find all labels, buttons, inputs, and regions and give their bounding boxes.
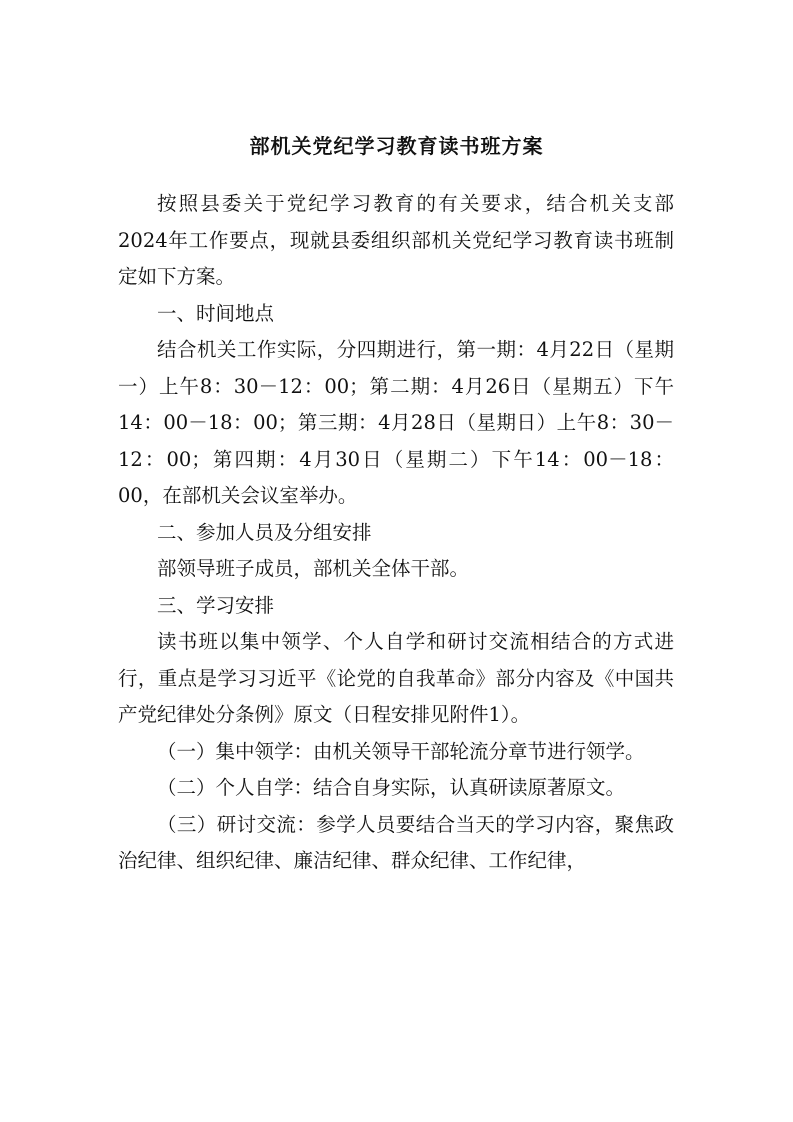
document-body [118,186,674,880]
section-heading-study-plan: 三、学习安排 [157,593,275,617]
study-plan-paragraph: 读书班以集中领学、个人自学和研讨交流相结合的方式进行，重点是学习习近平《论党的自我革命》部分内容及《中国共产党纪律处分条例》原文（日程安排见附件1）。 [118,630,674,726]
intro-paragraph: 按照县委关于党纪学习教育的有关要求，结合机关支部2024年工作要点，现就县委组织部机关党纪学习教育读书班制定如下方案。 [118,192,674,288]
study-item-discussion: （三）研讨交流：参学人员要结合当天的学习内容，聚焦政治纪律、组织纪律、廉洁纪律、群众纪律、工作纪律， [118,812,674,872]
time-place-paragraph: 结合机关工作实际，分四期进行，第一期：4月22日（星期一）上午8：30－12：00；第二期：4月26日（星期五）下午14：00－18：00；第三期：4月28日（星期日）上午8：30－12：00；第四期：4月30日（星期二）下午14：00－18：00，在部机关会议室举办。 [118,338,674,507]
study-item-group-study: （一）集中领学：由机关领导干部轮流分章节进行领学。 [157,739,645,763]
participants-paragraph: 部领导班子成员，部机关全体干部。 [157,557,470,580]
section-heading-participants: 二、参加人员及分组安排 [157,520,372,544]
study-item-self-study: （二）个人自学：结合自身实际，认真研读原著原文。 [157,776,626,799]
section-heading-time-place: 一、时间地点 [157,301,275,325]
document-title: 部机关党纪学习教育读书班方案 [249,134,544,158]
